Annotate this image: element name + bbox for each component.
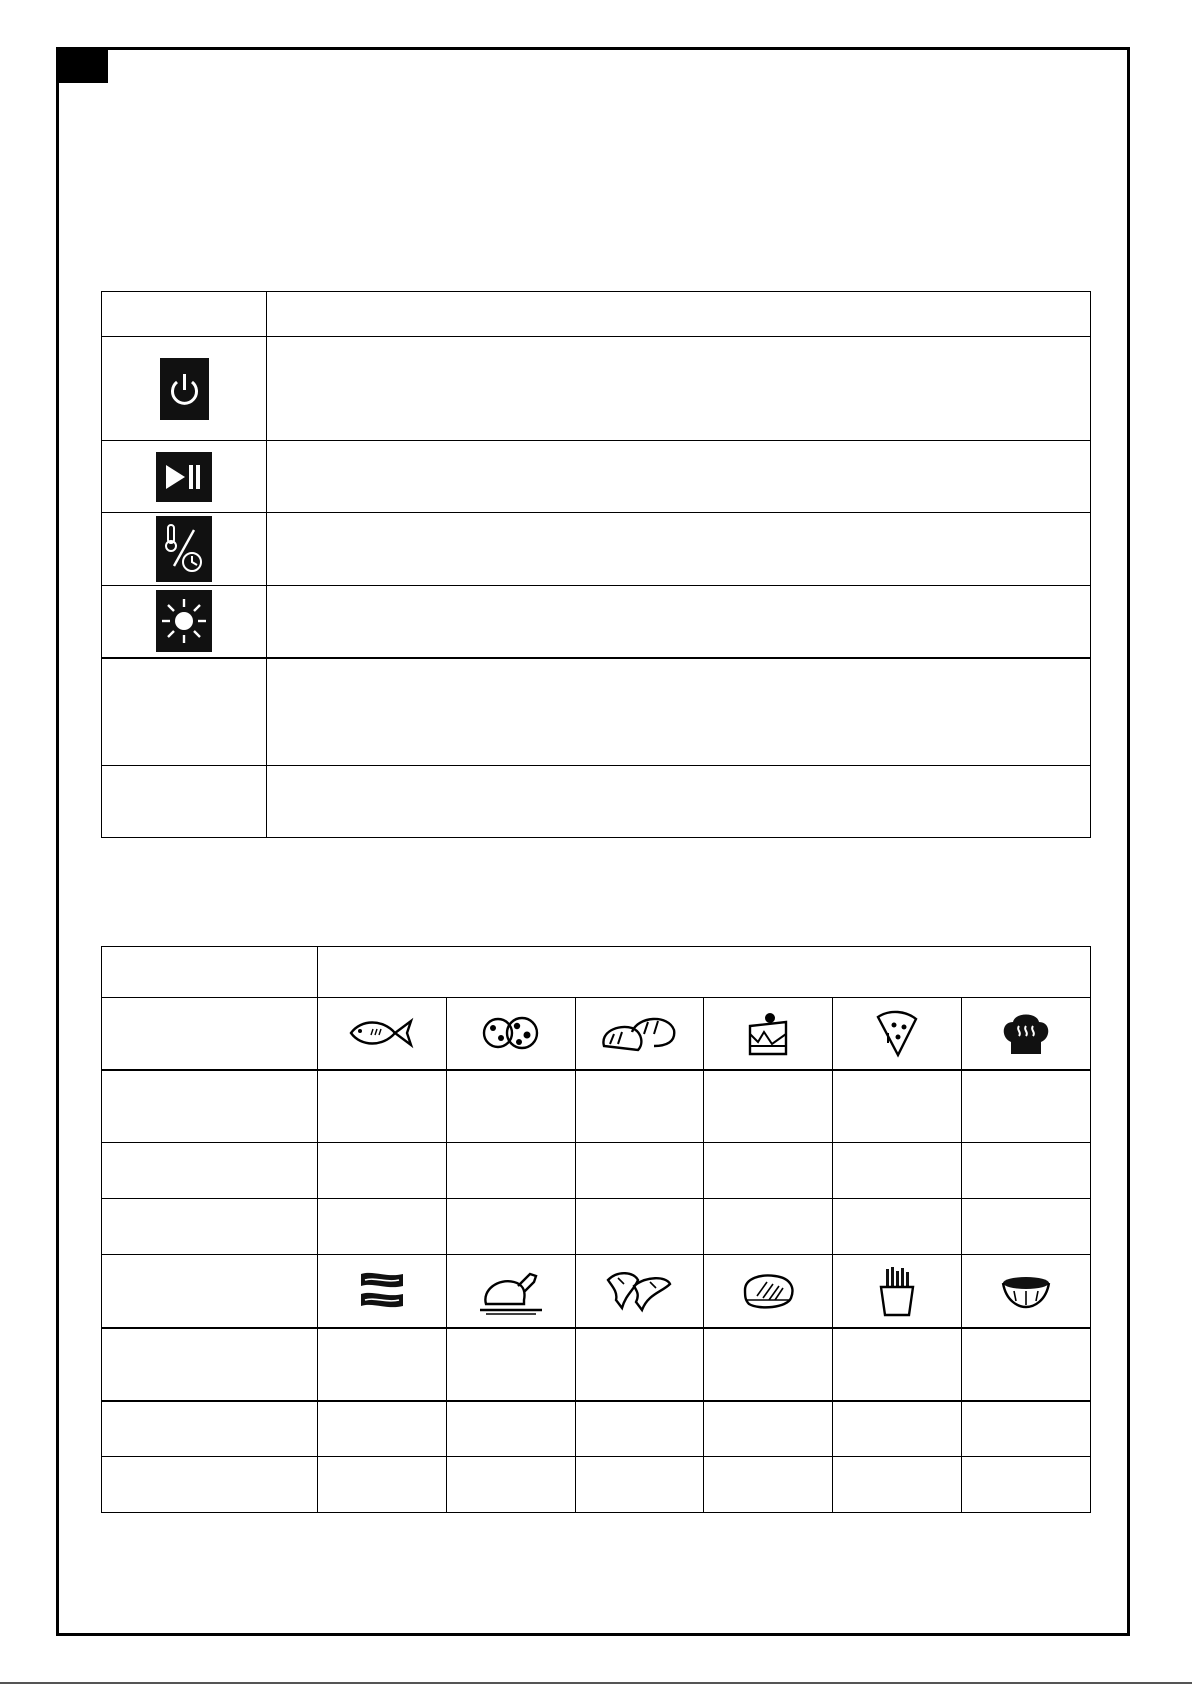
presets-header-title <box>318 947 1091 998</box>
presets-row-label <box>102 1143 318 1199</box>
presets-row-label <box>102 1328 318 1401</box>
presets-data-row <box>102 1070 1091 1143</box>
chef-hat-icon <box>961 998 1090 1070</box>
bread-icon <box>575 998 704 1070</box>
fries-icon <box>833 1255 962 1328</box>
controls-row-temp-time <box>102 513 1091 586</box>
presets-row-label <box>102 1401 318 1457</box>
play-pause-description <box>267 441 1091 513</box>
controls-row-light <box>102 586 1091 658</box>
controls-desc-cell <box>267 658 1091 766</box>
presets-data-row <box>102 1401 1091 1457</box>
presets-header-label <box>102 947 318 998</box>
play-pause-icon <box>156 452 212 502</box>
controls-icon-cell <box>102 586 267 658</box>
presets-table <box>101 946 1091 1513</box>
presets-row-label <box>102 1255 318 1328</box>
controls-header-icon-cell <box>102 292 267 337</box>
presets-row-label <box>102 1199 318 1255</box>
presets-row-label <box>102 998 318 1070</box>
light-icon <box>156 590 212 652</box>
controls-row-7 <box>102 766 1091 838</box>
controls-icon-cell <box>102 441 267 513</box>
cookies-icon <box>446 998 575 1070</box>
light-description <box>267 586 1091 658</box>
controls-label-cell <box>102 766 267 838</box>
presets-data-row <box>102 1143 1091 1199</box>
controls-row-play-pause <box>102 441 1091 513</box>
presets-data-row <box>102 1199 1091 1255</box>
presets-row-label <box>102 1070 318 1143</box>
presets-data-row <box>102 1457 1091 1513</box>
controls-table <box>101 291 1091 838</box>
controls-label-cell <box>102 658 267 766</box>
chicken-wings-icon <box>575 1255 704 1328</box>
controls-row-power <box>102 337 1091 441</box>
controls-header-row <box>102 292 1091 337</box>
fish-icon <box>318 998 447 1070</box>
sauce-bowl-icon <box>961 1255 1090 1328</box>
controls-icon-cell <box>102 513 267 586</box>
controls-row-6 <box>102 658 1091 766</box>
controls-header-desc-cell <box>267 292 1091 337</box>
steak-icon <box>704 1255 833 1328</box>
power-icon <box>160 358 209 420</box>
cake-icon <box>704 998 833 1070</box>
pizza-icon <box>833 998 962 1070</box>
controls-desc-cell <box>267 766 1091 838</box>
temp-time-description <box>267 513 1091 586</box>
presets-icon-row-2 <box>102 1255 1091 1328</box>
footer-divider <box>0 1682 1192 1684</box>
power-description <box>267 337 1091 441</box>
presets-icon-row-1 <box>102 998 1091 1070</box>
controls-icon-cell <box>102 337 267 441</box>
presets-data-row <box>102 1328 1091 1401</box>
presets-row-label <box>102 1457 318 1513</box>
bacon-icon <box>318 1255 447 1328</box>
roast-chicken-icon <box>446 1255 575 1328</box>
presets-header-row <box>102 947 1091 998</box>
temperature-time-icon <box>156 516 212 582</box>
